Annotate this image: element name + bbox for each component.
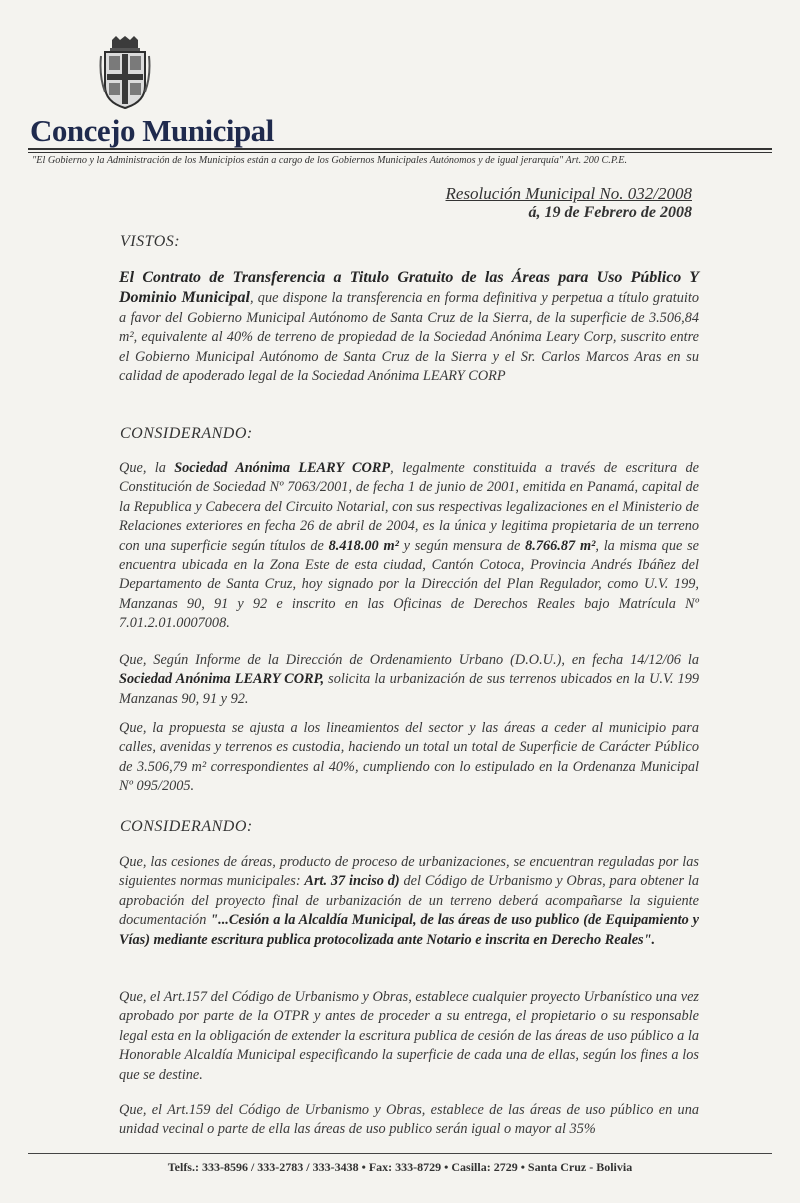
paragraph-bold: "...Cesión a la Alcaldía Municipal, de las áreas de uso publico (de Equipamiento y Vías) mediante escritura publica protocolizada ante Notario e inscrita en Derecho Reales". [119,912,699,948]
section-heading-vistos: VISTOS: [120,233,181,250]
header-divider [28,152,772,153]
paragraph-text: , la misma que se encuentra ubicada en la Zona Este de esta ciudad, Cantón Cotoca, Provincia Andrés Ibáñez del Departamento de Santa Cruz, hoy signado por la Dirección del Plan Regulador, como U.V. 199, Manzanas 90, 91 y 92 e inscrito en las Oficinas de Derechos Reales bajo Matrícula Nº 7.01.2.01.0007008. [119,537,699,632]
paragraph-bold: Sociedad Anónima LEARY CORP, [119,671,325,688]
paragraph-text: , legalmente constituida a través de escritura de Constitución de Sociedad Nº 7063/2001, de fecha 1 de junio de 2001, emitida en Panamá, capital de la Republica y Cabecera del Circuito Notarial, con sus respectivas legalizaciones en el Ministerio de Relaciones exteriores en fecha 26 de abril de 2004, es la única y legitima propietaria de un terreno con una superficie según títulos de [119,460,699,554]
paragraph-vistos [119,268,699,386]
paragraph-considerando-2 [119,651,699,709]
header-motto: "El Gobierno y la Administración de los Municipios están a cargo de los Gobiernos Municipales Autónomos y de igual jerarquía" Art. 200 C.P.E. [32,155,628,166]
paragraph-considerando-6: Que, el Art.159 del Código de Urbanismo y Obras, establece de las áreas de uso público en una unidad vecinal o parte de ella las áreas de uso publico serán igual o mayor al 35% [119,1102,699,1138]
footer-divider [28,1153,772,1154]
paragraph-bold: Sociedad Anónima LEARY CORP [174,460,391,476]
section-heading-considerando: CONSIDERANDO: [120,425,253,442]
paragraph-considerando-4 [119,853,699,950]
resolution-title: Resolución Municipal No. 032/2008 [445,184,692,203]
paragraph-text: Que, las cesiones de áreas, producto de proceso de urbanizaciones, se encuentran reguladas por las siguientes normas municipales: [119,854,699,890]
paragraph-text: solicita la urbanización de sus terrenos ubicados en la U.V. 199 Manzanas 90, 91 y 92. [119,671,699,707]
footer-contact: Telfs.: 333-8596 / 333-2783 / 333-3438 • Fax: 333-8729 • Casilla: 2729 • Santa Cruz - Bolivia [167,1160,633,1174]
paragraph-bold: El Contrato de Transferencia a Titulo Gratuito de las Áreas para Uso Público Y Dominio Municipal [119,269,699,307]
paragraph-text: del Código de Urbanismo y Obras, para obtener la aprobación del proyecto final de urbanización de un terreno deberá acompañarse la siguiente documentación [119,873,700,929]
paragraph-considerando-3: Que, la propuesta se ajusta a los lineamientos del sector y las áreas a ceder al municipio para calles, avenidas y terrenos es custodia, haciendo un total un total de Superficie de Carácter Público de 3.506,79 m² correspondientes al 40%, cumpliendo con lo estipulado en la Ordenanza Municipal Nº 095/2005. [119,720,699,795]
paragraph-text: , que dispone la transferencia en forma definitiva y perpetua a título gratuito a favor del Gobierno Municipal Autónomo de Santa Cruz de la Sierra, de la superficie de 3.506,84 m², equivalente al 40% de terreno de propiedad de la Sociedad Anónima Leary Corp, suscrito entre el Gobierno Municipal Autónomo de Santa Cruz de la Sierra y el Sr. Carlos Marcos Aras en su calidad de apoderado legal de la Sociedad Anónima LEARY CORP [119,290,699,385]
paragraph-bold: Art. 37 inciso d) [304,873,400,890]
paragraph-bold: 8.766.87 m² [525,537,596,554]
paragraph-bold: 8.418.00 m² [328,537,399,554]
resolution-date: á, 19 de Febrero de 2008 [528,204,692,221]
municipal-crest-icon [99,36,151,110]
header-divider [28,148,772,150]
council-name: Concejo Municipal [30,113,274,148]
paragraph-considerando-5: Que, el Art.157 del Código de Urbanismo y Obras, establece cualquier proyecto Urbanístico una vez aprobado por parte de la OTPR y antes de proceder a su entrega, el propietario o su responsable legal esta en la obligación de extender la escritura publica de cesión de las áreas de uso público a la Honorable Alcaldía Municipal especificando la superficie de cada una de ellas, según los fines a los que se destine. [119,989,699,1083]
paragraph-text: Que, Según Informe de la Dirección de Ordenamiento Urbano (D.O.U.), en fecha 14/12/06 la [119,652,699,668]
section-heading-considerando: CONSIDERANDO: [120,818,253,835]
paragraph-text: Que, la [119,460,175,476]
paragraph-text: y según mensura de [398,537,526,554]
paragraph-considerando-1 [119,459,699,634]
